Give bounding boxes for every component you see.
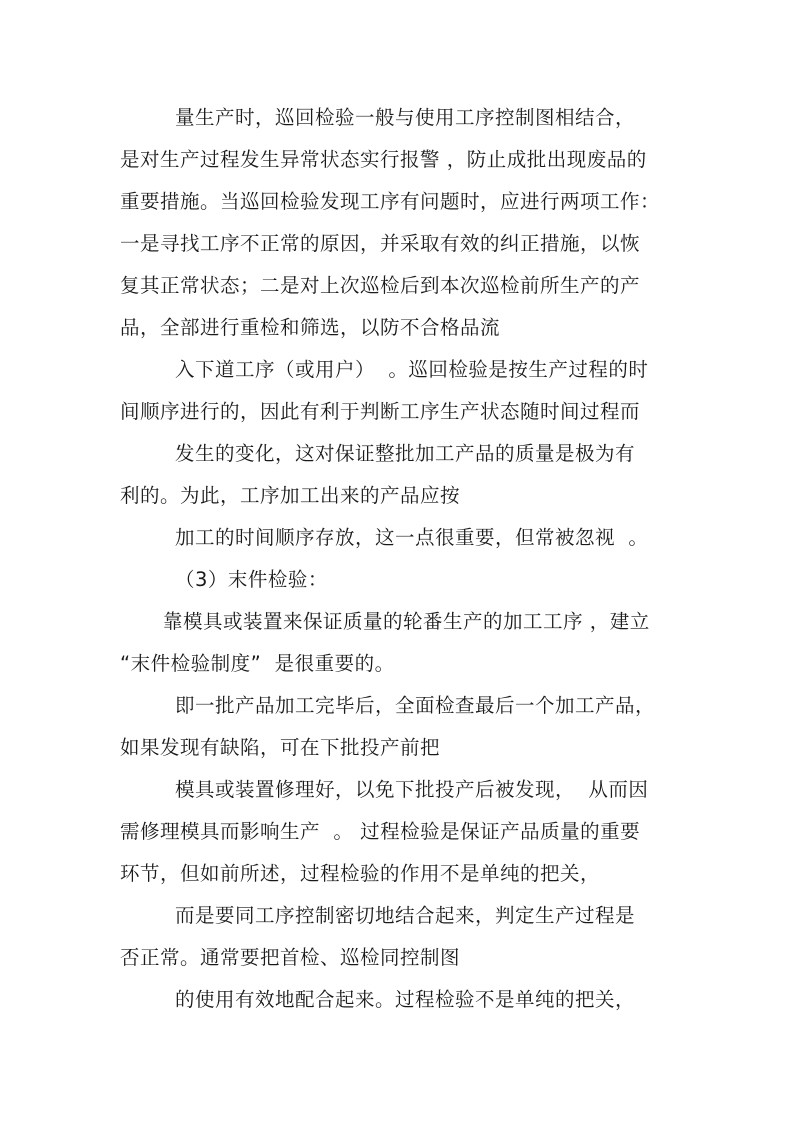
text-line-17: 模具或装置修理好，以免下批投产后被发现， 从而因 — [175, 778, 649, 801]
text-line-13: 靠模具或装置来保证质量的轮番生产的加工工序 ，建立 — [163, 610, 650, 633]
text-line-22: 的使用有效地配合起来。过程检验不是单纯的把关， — [175, 988, 636, 1011]
text-line-11: 加工的时间顺序存放，这一点很重要，但常被忽视 。 — [175, 526, 649, 549]
text-line-3: 重要措施。当巡回检验发现工序有问题时，应进行两项工作： — [120, 190, 661, 213]
text-line-8: 间顺序进行的，因此有利于判断工序生产状态随时间过程而 — [120, 400, 641, 423]
text-line-19: 环节，但如前所述，过程检验的作用不是单纯的把关， — [120, 862, 601, 885]
text-line-21: 否正常。通常要把首检、巡检同控制图 — [120, 946, 461, 969]
text-line-9: 发生的变化，这对保证整批加工产品的质量是极为有 — [175, 442, 636, 465]
text-line-2: 是对生产过程发生异常状态实行报警 ，防止成批出现废品的 — [120, 148, 647, 171]
text-line-6: 品，全部进行重检和筛选，以防不合格品流 — [120, 316, 501, 339]
text-line-5: 复其正常状态；二是对上次巡检后到本次巡检前所生产的产 — [120, 274, 641, 297]
text-line-14: “末件检验制度” 是很重要的。 — [120, 652, 395, 675]
text-line-1: 量生产时，巡回检验一般与使用工序控制图相结合， — [175, 106, 636, 129]
text-line-20: 而是要同工序控制密切地结合起来，判定生产过程是 — [175, 904, 636, 927]
text-line-7: 入下道工序（或用户） 。巡回检验是按生产过程的时 — [175, 358, 649, 381]
text-line-18: 需修理模具而影响生产 。 过程检验是保证产品质量的重要 — [120, 820, 641, 843]
text-line-12: （3）末件检验： — [175, 568, 328, 591]
text-line-4: 一是寻找工序不正常的原因，并采取有效的纠正措施，以恢 — [120, 232, 641, 255]
text-line-16: 如果发现有缺陷，可在下批投产前把 — [120, 736, 441, 759]
text-line-10: 利的。为此，工序加工出来的产品应按 — [120, 484, 461, 507]
text-line-15: 即一批产品加工完毕后，全面检查最后一个加工产品， — [175, 694, 656, 717]
